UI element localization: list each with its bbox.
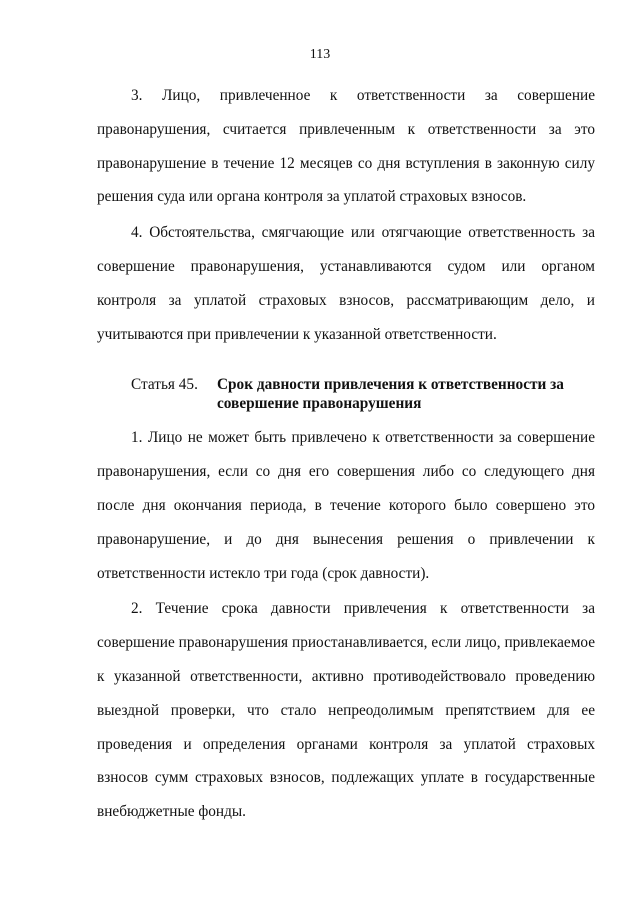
article-label: Статья 45. <box>131 376 198 394</box>
paragraph-item-3: 3. Лицо, привлеченное к ответственности за совершение правонарушения, считается привлеченным к ответственности за это правонарушение в течение 12 месяцев со дня вступления в законную силу решения суда или органа контроля за уплатой страховых взносов. <box>97 87 595 206</box>
paragraph-item-1: 1. Лицо не может быть привлечено к ответственности за совершение правонарушения, если со дня его совершения либо со следующего дня после дня окончания периода, в течение которого было совершено это правонарушение, и до дня вынесения решения о привлечении к ответственности истекло три года (срок давности). <box>97 429 595 582</box>
paragraph-item-2: 2. Течение срока давности привлечения к ответственности за совершение правонарушения приостанавливается, если лицо, привлекаемое к указанной ответственности, активно противодействовало проведению выездной проверки, что стало непреодолимым препятствием для ее проведения и определения органами контроля за уплатой страховых взносов сумм страховых взносов, подлежащих уплате в государственные внебюджетные фонды. <box>97 600 595 821</box>
paragraph-item-4: 4. Обстоятельства, смягчающие или отягчающие ответственность за совершение правонарушения, устанавливаются судом или органом контроля за уплатой страховых взносов, рассматривающим дело, и учитываются при привлечении к указанной ответственности. <box>97 224 595 343</box>
document-body <box>97 79 595 829</box>
article-heading <box>97 375 595 413</box>
article-title: Срок давности привлечения к ответственности за совершение правонарушения <box>217 376 564 413</box>
page-number: 113 <box>309 47 331 62</box>
